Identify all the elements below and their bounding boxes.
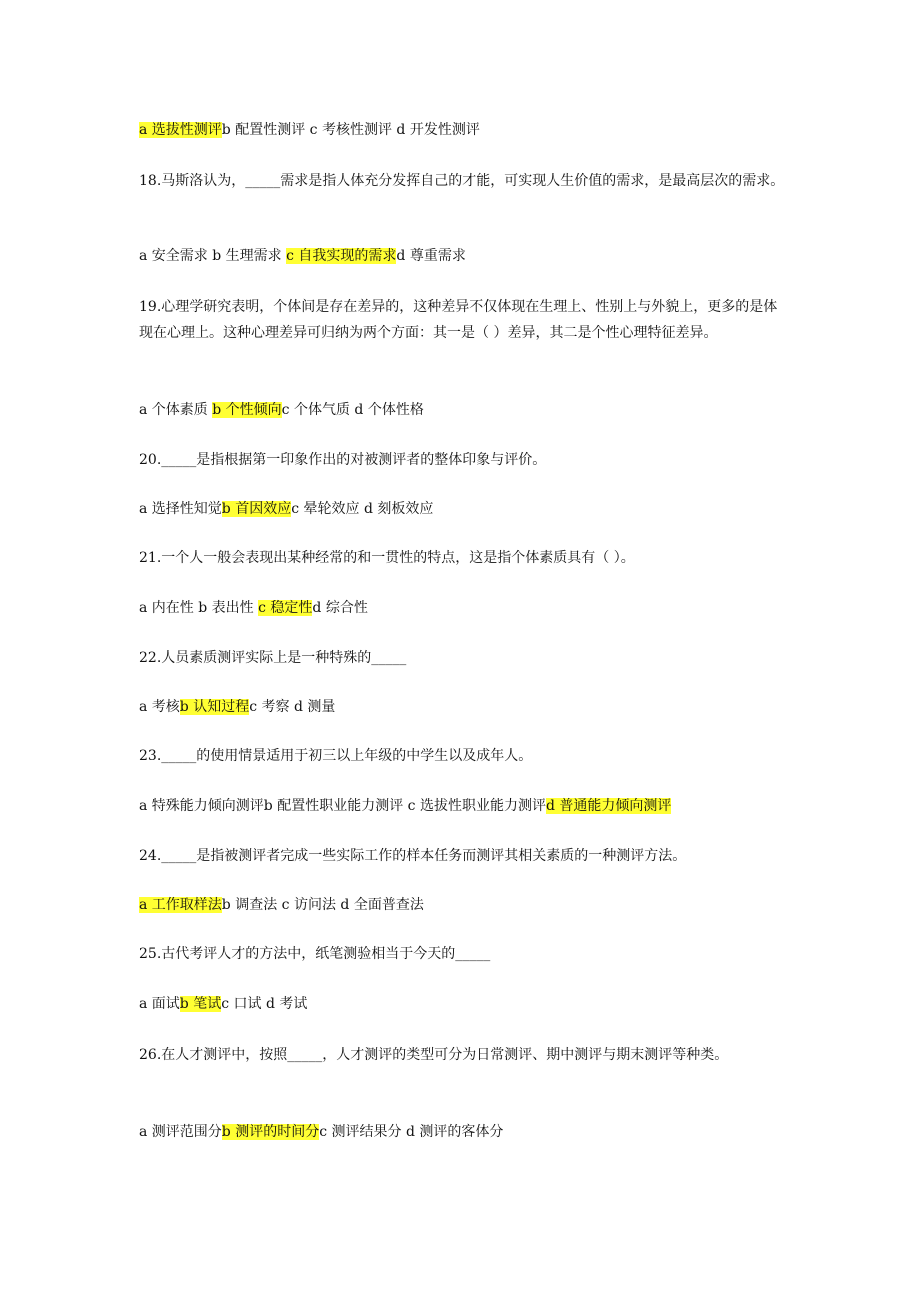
options-q20: [139, 497, 789, 521]
option-c: c 考察: [249, 699, 290, 715]
option-c: c 晕轮效应: [291, 501, 360, 517]
option-a: a 内在性: [139, 600, 194, 616]
options-q25: [139, 992, 789, 1016]
option-c-correct: c 自我实现的需求: [286, 248, 397, 264]
option-c: c 测评结果分: [319, 1124, 402, 1140]
option-a: a 特殊能力倾向测评: [139, 798, 264, 814]
option-d: d 测评的客体分: [405, 1124, 504, 1140]
option-d: d 测量: [293, 699, 336, 715]
question-23: 23._____的使用情景适用于初三以上年级的中学生以及成年人。: [139, 748, 533, 764]
question-26: 26.在人才测评中，按照_____，人才测评的类型可分为日常测评、期中测评与期末测评等种类。: [139, 1047, 729, 1063]
option-a: a 个体素质: [139, 402, 208, 418]
option-a: a 面试: [139, 996, 180, 1012]
option-a: a 安全需求: [139, 248, 208, 264]
options-q19: [139, 398, 789, 422]
option-d: d 尊重需求: [396, 248, 466, 264]
option-b-correct: b 笔试: [179, 996, 222, 1012]
option-b-correct: b 个性倾向: [212, 402, 282, 418]
question-22: 22.人员素质测评实际上是一种特殊的_____: [139, 650, 407, 666]
option-b-correct: b 认知过程: [179, 699, 250, 715]
options-q23: [139, 794, 789, 818]
option-a: a 考核: [139, 699, 180, 715]
options-q18: [139, 244, 789, 268]
option-b: b 调查法: [221, 897, 278, 913]
options-q24: [139, 893, 789, 917]
option-c: c 考核性测评: [309, 122, 392, 138]
option-b: b 配置性职业能力测评: [263, 798, 404, 814]
options-q26: [139, 1120, 789, 1144]
option-b-correct: b 首因效应: [221, 501, 292, 517]
option-b: b 表出性: [198, 600, 254, 616]
option-b: b 生理需求: [212, 248, 282, 264]
option-d: d 综合性: [312, 600, 368, 616]
option-a-correct: a 选拔性测评: [139, 122, 222, 138]
options-q17: [139, 118, 789, 142]
question-24: 24._____是指被测评者完成一些实际工作的样本任务而测评其相关素质的一种测评方法。: [139, 848, 687, 864]
option-c: c 口试: [221, 996, 262, 1012]
option-d-correct: d 普通能力倾向测评: [545, 798, 672, 814]
option-d: d 刻板效应: [363, 501, 434, 517]
option-c: c 选拔性职业能力测评: [407, 798, 546, 814]
option-d: d 全面普查法: [340, 897, 424, 913]
option-b: b 配置性测评: [221, 122, 306, 138]
question-20: 20._____是指根据第一印象作出的对被测评者的整体印象与评价。: [139, 452, 547, 468]
option-a: a 选择性知觉: [139, 501, 222, 517]
option-c-correct: c 稳定性: [258, 600, 313, 616]
question-25: 25.古代考评人才的方法中，纸笔测验相当于今天的_____: [139, 946, 491, 962]
option-d: d 考试: [265, 996, 308, 1012]
option-d: d 开发性测评: [396, 122, 480, 138]
options-q21: [139, 596, 789, 620]
option-c: c 访问法: [281, 897, 336, 913]
question-21: 21.一个人一般会表现出某种经常的和一贯性的特点，这是指个体素质具有（ ）。: [139, 550, 635, 566]
option-c: c 个体气质: [281, 402, 350, 418]
question-19: 19.心理学研究表明，个体间是存在差异的，这种差异不仅体现在生理上、性别上与外貌上，更多的是体现在心理上。这种心理差异可归纳为两个方面：其一是（ ）差异，其二是个性心理特征差异。: [139, 299, 778, 341]
option-d: d 个体性格: [354, 402, 424, 418]
option-a: a 测评范围分: [139, 1124, 222, 1140]
options-q22: [139, 695, 789, 719]
option-b-correct: b 测评的时间分: [221, 1124, 320, 1140]
option-a-correct: a 工作取样法: [139, 897, 222, 913]
question-18: 18.马斯洛认为，_____需求是指人体充分发挥自己的才能，可实现人生价值的需求，是最高层次的需求。: [139, 173, 785, 189]
